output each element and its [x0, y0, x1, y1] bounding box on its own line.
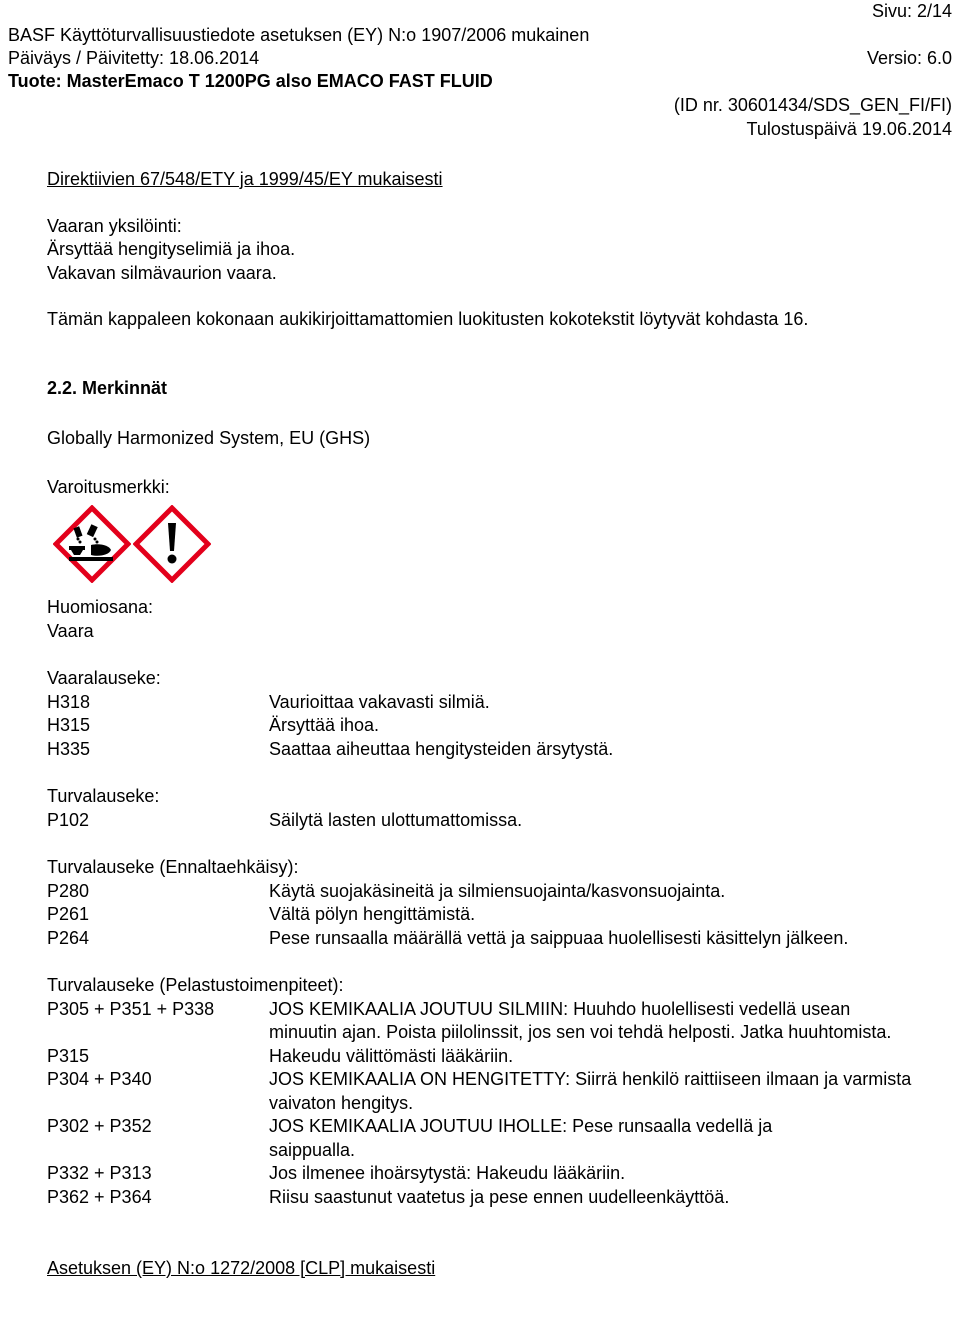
print-date: Tulostuspäivä 19.06.2014	[746, 119, 952, 139]
statement-code: P261	[47, 904, 90, 924]
hazard-statement	[47, 738, 927, 762]
signal-word-label: Huomiosana:	[47, 597, 154, 617]
ghs-heading: Globally Harmonized System, EU (GHS)	[47, 428, 371, 448]
hazard-statement	[47, 691, 927, 715]
directive-heading: Direktiivien 67/548/ETY ja 1999/45/EY mukaisesti	[47, 169, 443, 189]
sds-id: (ID nr. 30601434/SDS_GEN_FI/FI)	[673, 95, 952, 115]
statement-code: P302 + P352	[47, 1116, 152, 1136]
hazard-line: Vakavan silmävaurion vaara.	[47, 262, 277, 283]
classification-note: Tämän kappaleen kokonaan aukikirjoittamattomien luokitusten kokotekstit löytyvät kohdasta 16.	[47, 309, 809, 329]
section-content	[47, 168, 927, 1281]
ghs-pictograms	[53, 505, 927, 581]
statement-text: JOS KEMIKAALIA JOUTUU IHOLLE: Pese runsaalla vedellä ja saippualla.	[269, 1116, 773, 1160]
hazard-statements-label: Vaaralauseke:	[47, 668, 161, 688]
statement-text: Vältä pölyn hengittämistä.	[269, 904, 476, 924]
statement-code: P102	[47, 809, 90, 830]
statement-text: Jos ilmenee ihoärsytystä: Hakeudu lääkäriin.	[269, 1163, 626, 1183]
page-header	[8, 0, 952, 150]
hazard-statement	[47, 714, 927, 738]
version: Versio: 6.0	[866, 48, 952, 68]
statement-code: P305 + P351 + P338	[47, 998, 215, 1019]
prevention-statement	[47, 880, 927, 904]
statement-text: Säilytä lasten ulottumattomissa.	[269, 809, 523, 830]
prevention-statement	[47, 927, 927, 951]
statement-code: P304 + P340	[47, 1069, 152, 1089]
statement-text: Pese runsaalla määrällä vettä ja saippuaa huolellisesti käsittelyn jälkeen.	[269, 927, 849, 948]
response-label: Turvalauseke (Pelastustoimenpiteet):	[47, 975, 344, 995]
statement-code: P280	[47, 880, 90, 901]
statement-code: P332 + P313	[47, 1163, 152, 1183]
product-name: Tuote: MasterEmaco T 1200PG also EMACO FAST FLUID	[8, 71, 493, 91]
response-statement	[47, 998, 927, 1045]
statement-text: JOS KEMIKAALIA ON HENGITETTY: Siirrä henkilö raittiiseen ilmaan ja varmista vaivaton hengitys.	[269, 1069, 912, 1113]
statement-text: Hakeudu välittömästi lääkäriin.	[269, 1045, 514, 1066]
response-statement	[47, 1186, 927, 1210]
statement-text: JOS KEMIKAALIA JOUTUU SILMIIN: Huuhdo huolellisesti vedellä usean minuutin ajan. Poista piilolinssit, jos sen voi tehdä helposti. Jatka huuhtomista.	[269, 998, 892, 1042]
ghs05-corrosion-icon	[53, 505, 131, 583]
prevention-label: Turvalauseke (Ennaltaehkäisy):	[47, 857, 299, 877]
signal-word: Vaara	[47, 620, 94, 641]
ghs07-exclamation-icon	[133, 505, 211, 583]
statement-code: H335	[47, 738, 91, 759]
pictogram-label: Varoitusmerkki:	[47, 476, 170, 497]
statement-code: P315	[47, 1045, 90, 1066]
statement-code: H315	[47, 715, 91, 735]
precautionary-statement	[47, 809, 927, 833]
response-statement	[47, 1068, 927, 1115]
hazard-id-label: Vaaran yksilöinti:	[47, 215, 182, 236]
response-statement	[47, 1162, 927, 1186]
statement-text: Vaurioittaa vakavasti silmiä.	[269, 691, 490, 712]
clp-heading: Asetuksen (EY) N:o 1272/2008 [CLP] mukaisesti	[47, 1258, 436, 1278]
statement-text: Saattaa aiheuttaa hengitysteiden ärsytystä.	[269, 738, 614, 759]
statement-text: Riisu saastunut vaatetus ja pese ennen uudelleenkäyttöä.	[269, 1186, 730, 1207]
document-title: BASF Käyttöturvallisuustiedote asetuksen (EY) N:o 1907/2006 mukainen	[8, 25, 590, 45]
statement-code: P264	[47, 927, 90, 948]
precautionary-label: Turvalauseke:	[47, 786, 160, 806]
page-number: Sivu: 2/14	[871, 1, 952, 21]
prevention-statement	[47, 903, 927, 927]
section-title: 2.2. Merkinnät	[47, 377, 168, 398]
statement-text: Käytä suojakäsineitä ja silmiensuojainta/kasvonsuojainta.	[269, 880, 726, 901]
revision-date: Päiväys / Päivitetty: 18.06.2014	[8, 48, 260, 68]
response-statement	[47, 1115, 927, 1162]
statement-code: H318	[47, 691, 91, 712]
statement-text: Ärsyttää ihoa.	[269, 715, 380, 735]
statement-code: P362 + P364	[47, 1186, 152, 1207]
response-statement	[47, 1045, 927, 1069]
hazard-line: Ärsyttää hengityselimiä ja ihoa.	[47, 239, 296, 259]
